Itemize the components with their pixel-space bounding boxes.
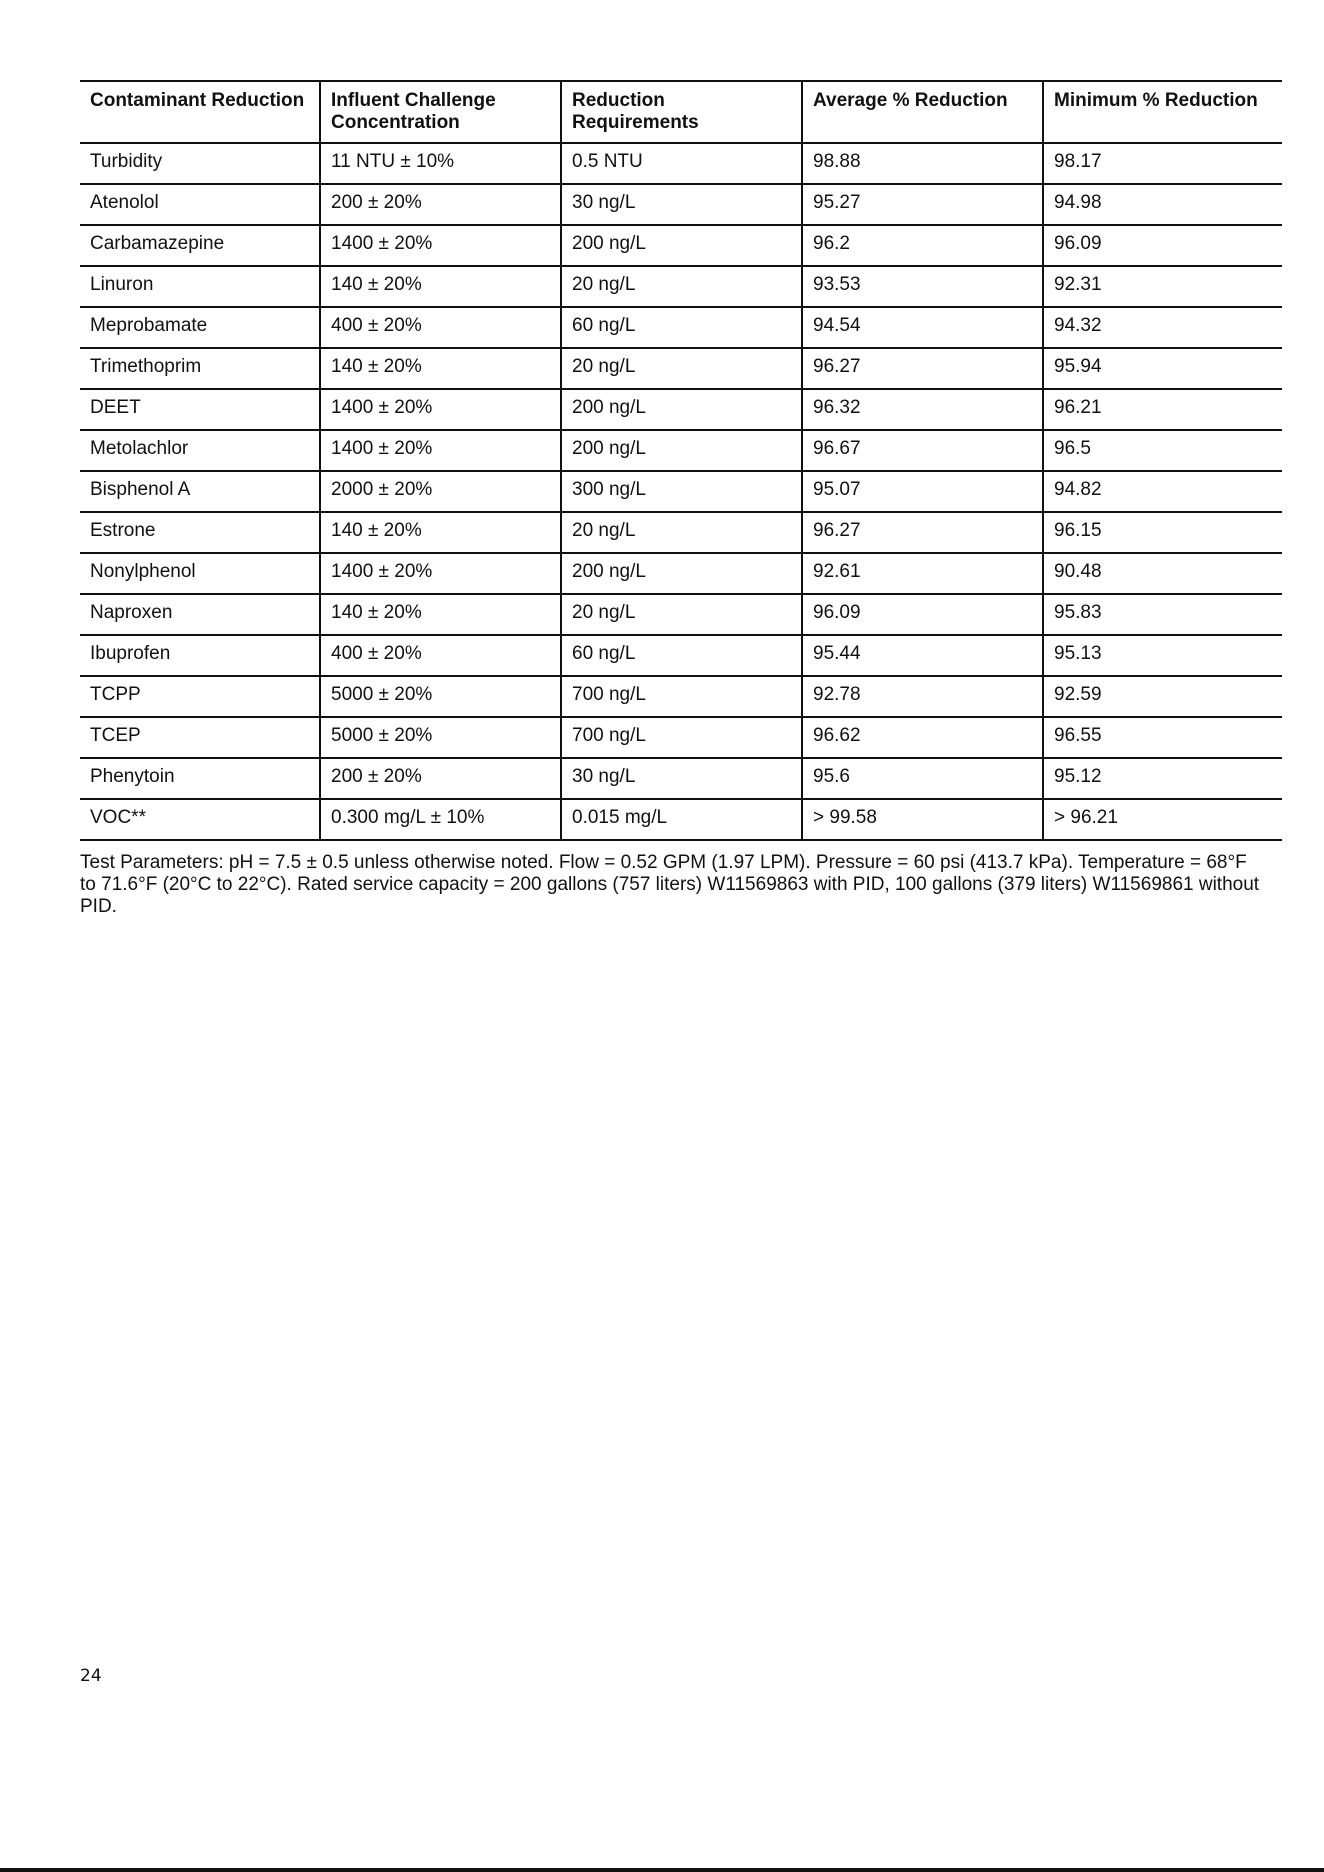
- cell-average-reduction: 96.09: [802, 594, 1043, 635]
- cell-average-reduction: 93.53: [802, 266, 1043, 307]
- cell-influent-concentration: 140 ± 20%: [320, 512, 561, 553]
- page-number: 24: [80, 1666, 102, 1686]
- cell-reduction-requirement: 20 ng/L: [561, 594, 802, 635]
- cell-influent-concentration: 140 ± 20%: [320, 348, 561, 389]
- cell-minimum-reduction: 90.48: [1043, 553, 1282, 594]
- cell-minimum-reduction: > 96.21: [1043, 799, 1282, 840]
- cell-average-reduction: 92.78: [802, 676, 1043, 717]
- header-minimum-reduction: Minimum % Reduction: [1043, 81, 1282, 143]
- cell-minimum-reduction: 96.5: [1043, 430, 1282, 471]
- cell-contaminant: Phenytoin: [80, 758, 320, 799]
- cell-reduction-requirement: 300 ng/L: [561, 471, 802, 512]
- table-row: [80, 266, 1282, 307]
- table-row: [80, 717, 1282, 758]
- table-row: [80, 184, 1282, 225]
- cell-average-reduction: 95.6: [802, 758, 1043, 799]
- cell-reduction-requirement: 0.015 mg/L: [561, 799, 802, 840]
- table-row: [80, 471, 1282, 512]
- table-row: [80, 430, 1282, 471]
- cell-influent-concentration: 5000 ± 20%: [320, 676, 561, 717]
- cell-contaminant: Bisphenol A: [80, 471, 320, 512]
- cell-contaminant: Turbidity: [80, 143, 320, 184]
- table-header: [80, 81, 1282, 143]
- cell-influent-concentration: 200 ± 20%: [320, 184, 561, 225]
- cell-influent-concentration: 0.300 mg/L ± 10%: [320, 799, 561, 840]
- cell-average-reduction: 96.27: [802, 512, 1043, 553]
- table-header-row: [80, 81, 1282, 143]
- table-body: [80, 143, 1282, 840]
- cell-influent-concentration: 400 ± 20%: [320, 635, 561, 676]
- cell-minimum-reduction: 94.98: [1043, 184, 1282, 225]
- cell-reduction-requirement: 700 ng/L: [561, 717, 802, 758]
- cell-minimum-reduction: 98.17: [1043, 143, 1282, 184]
- cell-average-reduction: 95.07: [802, 471, 1043, 512]
- cell-reduction-requirement: 200 ng/L: [561, 430, 802, 471]
- cell-contaminant: Trimethoprim: [80, 348, 320, 389]
- cell-average-reduction: 98.88: [802, 143, 1043, 184]
- header-influent-challenge-concentration: Influent Challenge Concentration: [320, 81, 561, 143]
- cell-average-reduction: 96.27: [802, 348, 1043, 389]
- table-row: [80, 758, 1282, 799]
- cell-reduction-requirement: 30 ng/L: [561, 184, 802, 225]
- cell-reduction-requirement: 20 ng/L: [561, 512, 802, 553]
- cell-influent-concentration: 11 NTU ± 10%: [320, 143, 561, 184]
- cell-reduction-requirement: 200 ng/L: [561, 553, 802, 594]
- cell-influent-concentration: 1400 ± 20%: [320, 430, 561, 471]
- cell-minimum-reduction: 92.59: [1043, 676, 1282, 717]
- header-contaminant-reduction: Contaminant Reduction: [80, 81, 320, 143]
- cell-reduction-requirement: 20 ng/L: [561, 266, 802, 307]
- cell-contaminant: TCPP: [80, 676, 320, 717]
- cell-average-reduction: 96.67: [802, 430, 1043, 471]
- cell-reduction-requirement: 200 ng/L: [561, 225, 802, 266]
- test-parameters-note: Test Parameters: pH = 7.5 ± 0.5 unless otherwise noted. Flow = 0.52 GPM (1.97 LPM). Pressure = 60 psi (413.7 kPa). Temperature = 68°F to 71.6°F (20°C to 22°C). Rated service capacity = 200 gallons (757 liters) W11569863 with PID, 100 gallons (379 liters) W11569861 without PID.: [80, 852, 1260, 917]
- cell-contaminant: Estrone: [80, 512, 320, 553]
- cell-contaminant: Carbamazepine: [80, 225, 320, 266]
- cell-reduction-requirement: 200 ng/L: [561, 389, 802, 430]
- cell-average-reduction: 94.54: [802, 307, 1043, 348]
- table-row: [80, 635, 1282, 676]
- header-average-reduction: Average % Reduction: [802, 81, 1043, 143]
- cell-influent-concentration: 1400 ± 20%: [320, 389, 561, 430]
- cell-contaminant: TCEP: [80, 717, 320, 758]
- cell-minimum-reduction: 94.82: [1043, 471, 1282, 512]
- cell-contaminant: Meprobamate: [80, 307, 320, 348]
- cell-minimum-reduction: 92.31: [1043, 266, 1282, 307]
- table-row: [80, 594, 1282, 635]
- cell-average-reduction: 96.62: [802, 717, 1043, 758]
- cell-contaminant: Metolachlor: [80, 430, 320, 471]
- cell-reduction-requirement: 0.5 NTU: [561, 143, 802, 184]
- cell-influent-concentration: 2000 ± 20%: [320, 471, 561, 512]
- table-row: [80, 307, 1282, 348]
- cell-influent-concentration: 400 ± 20%: [320, 307, 561, 348]
- cell-contaminant: Ibuprofen: [80, 635, 320, 676]
- table-row: [80, 143, 1282, 184]
- cell-minimum-reduction: 96.09: [1043, 225, 1282, 266]
- cell-average-reduction: 95.44: [802, 635, 1043, 676]
- cell-reduction-requirement: 60 ng/L: [561, 307, 802, 348]
- cell-minimum-reduction: 96.55: [1043, 717, 1282, 758]
- table-row: [80, 389, 1282, 430]
- cell-minimum-reduction: 95.13: [1043, 635, 1282, 676]
- cell-average-reduction: 92.61: [802, 553, 1043, 594]
- header-reduction-requirements: Reduction Requirements: [561, 81, 802, 143]
- cell-minimum-reduction: 96.15: [1043, 512, 1282, 553]
- table-row: [80, 348, 1282, 389]
- cell-reduction-requirement: 30 ng/L: [561, 758, 802, 799]
- cell-influent-concentration: 1400 ± 20%: [320, 225, 561, 266]
- cell-influent-concentration: 5000 ± 20%: [320, 717, 561, 758]
- cell-contaminant: VOC**: [80, 799, 320, 840]
- cell-average-reduction: > 99.58: [802, 799, 1043, 840]
- cell-minimum-reduction: 95.12: [1043, 758, 1282, 799]
- cell-reduction-requirement: 700 ng/L: [561, 676, 802, 717]
- cell-minimum-reduction: 96.21: [1043, 389, 1282, 430]
- cell-contaminant: Nonylphenol: [80, 553, 320, 594]
- cell-influent-concentration: 1400 ± 20%: [320, 553, 561, 594]
- cell-average-reduction: 96.2: [802, 225, 1043, 266]
- cell-reduction-requirement: 60 ng/L: [561, 635, 802, 676]
- contaminant-reduction-table: [80, 80, 1282, 841]
- table-row: [80, 799, 1282, 840]
- cell-contaminant: Naproxen: [80, 594, 320, 635]
- cell-contaminant: Linuron: [80, 266, 320, 307]
- page-bottom-rule: [0, 1868, 1324, 1872]
- cell-contaminant: DEET: [80, 389, 320, 430]
- cell-average-reduction: 95.27: [802, 184, 1043, 225]
- table-row: [80, 553, 1282, 594]
- cell-influent-concentration: 140 ± 20%: [320, 594, 561, 635]
- cell-influent-concentration: 200 ± 20%: [320, 758, 561, 799]
- cell-contaminant: Atenolol: [80, 184, 320, 225]
- cell-minimum-reduction: 95.83: [1043, 594, 1282, 635]
- table-row: [80, 676, 1282, 717]
- table-row: [80, 512, 1282, 553]
- table-row: [80, 225, 1282, 266]
- cell-reduction-requirement: 20 ng/L: [561, 348, 802, 389]
- cell-influent-concentration: 140 ± 20%: [320, 266, 561, 307]
- cell-minimum-reduction: 95.94: [1043, 348, 1282, 389]
- cell-average-reduction: 96.32: [802, 389, 1043, 430]
- cell-minimum-reduction: 94.32: [1043, 307, 1282, 348]
